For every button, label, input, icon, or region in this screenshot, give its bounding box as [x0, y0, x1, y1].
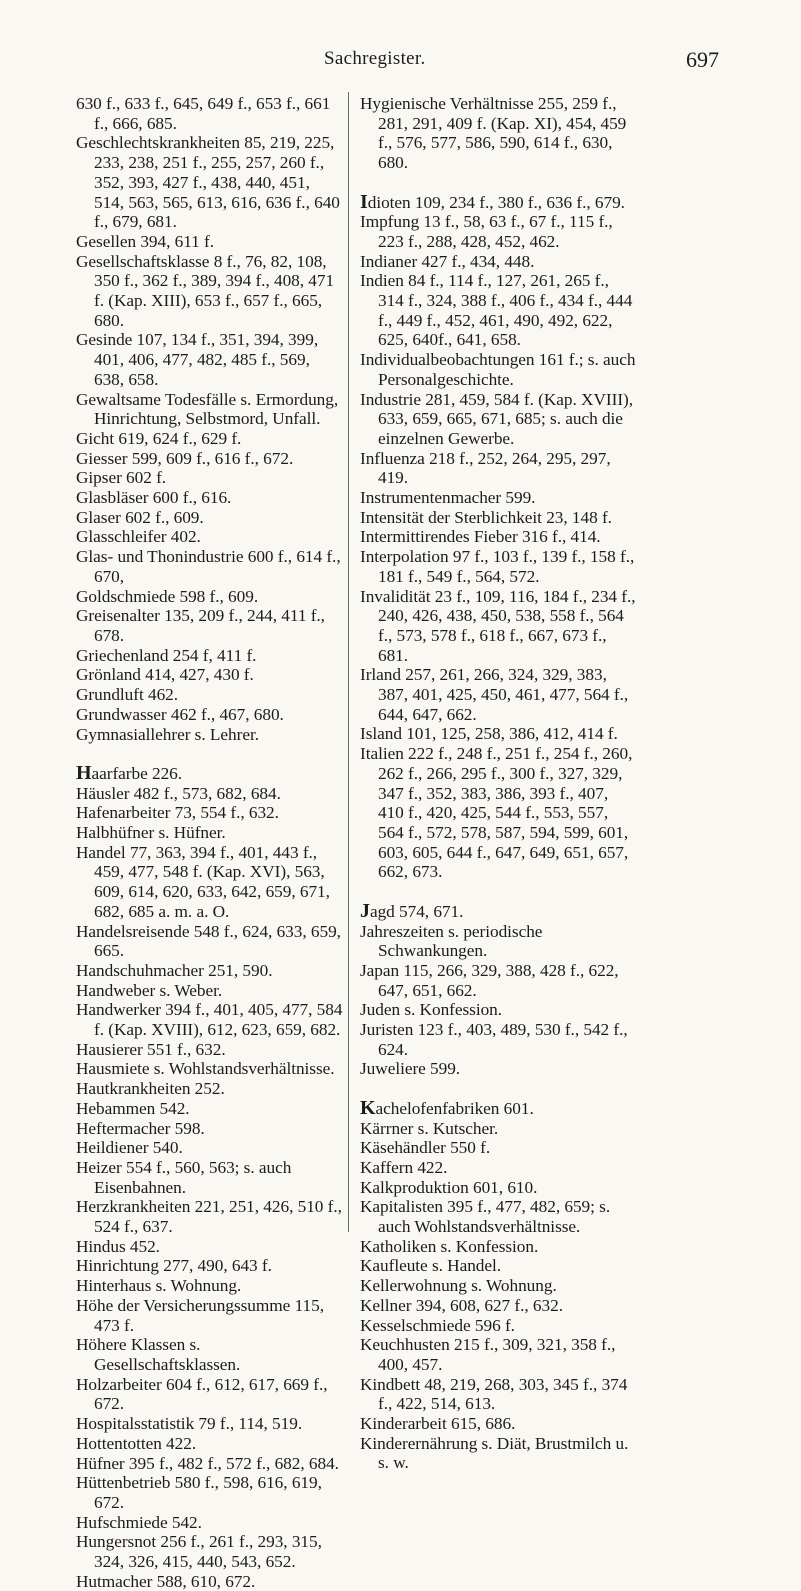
index-entry: Irland 257, 261, 266, 324, 329, 383, 387, 401, 425, 450, 461, 477, 564 f., 644, 647, 662. [360, 665, 629, 724]
index-entry: Handelsreisende 548 f., 624, 633, 659, 665. [76, 921, 341, 961]
index-entry [360, 1096, 638, 1119]
index-entry: Handel 77, 363, 394 f., 401, 443 f., 459, 477, 548 f. (Kap. XVI), 563, 609, 614, 620, 633, 642, 659, 671, 682, 685 a. m. a. O. [76, 842, 330, 921]
index-entry: Hospitalsstatistik 79 f., 114, 519. [76, 1414, 303, 1434]
index-entry: Juden s. Konfession. [360, 1000, 503, 1020]
index-entry: Kärrner s. Kutscher. [360, 1118, 499, 1138]
index-column-right [360, 94, 638, 1473]
page-number: 697 [686, 47, 719, 72]
index-entry: Impfung 13 f., 58, 63 f., 67 f., 115 f., 223 f., 288, 428, 452, 462. [360, 212, 613, 251]
index-entry: Herzkrankheiten 221, 251, 426, 510 f., 524 f., 637. [76, 1197, 342, 1237]
index-entry-text: achelofenfabriken 601. [375, 1098, 534, 1118]
index-entry: Intermittirendes Fieber 316 f., 414. [360, 527, 601, 547]
index-entry: Kinderarbeit 615, 686. [360, 1414, 516, 1434]
index-entry: Katholiken s. Konfession. [360, 1236, 539, 1256]
index-entry: Hüttenbetrieb 580 f., 598, 616, 619, 672. [76, 1473, 322, 1512]
index-entry-text: aarfarbe 226. [91, 763, 183, 783]
index-entry: Gesinde 107, 134 f., 351, 394, 399, 401, 406, 477, 482, 485 f., 569, 638, 658. [76, 330, 319, 389]
index-entry: Kalkproduktion 601, 610. [360, 1177, 538, 1197]
index-entry: Grundluft 462. [76, 685, 179, 705]
index-entry: Hafenarbeiter 73, 554 f., 632. [76, 803, 279, 823]
index-entry: Glasbläser 600 f., 616. [76, 488, 232, 508]
index-entry: Gesellen 394, 611 f. [76, 231, 215, 251]
index-entry: Hausierer 551 f., 632. [76, 1039, 226, 1059]
index-entry: Gesellschaftsklasse 8 f., 76, 82, 108, 350 f., 362 f., 389, 394 f., 408, 471 f. (Kap. XIII), 653 f., 657 f., 665, 680. [76, 251, 335, 330]
section-gap [76, 744, 344, 764]
index-entry: Glasschleifer 402. [76, 527, 201, 547]
section-initial: H [76, 761, 92, 784]
index-entry: Hüfner 395 f., 482 f., 572 f., 682, 684. [76, 1453, 339, 1473]
index-entry: Glaser 602 f., 609. [76, 507, 204, 527]
index-entry: Handweber s. Weber. [76, 980, 223, 1000]
index-entry: Industrie 281, 459, 584 f. (Kap. XVIII), 633, 659, 665, 671, 685; s. auch die einzelnen Gewerbe. [360, 389, 633, 448]
index-entry: Hufschmiede 542. [76, 1512, 202, 1532]
index-entry: Hinterhaus s. Wohnung. [76, 1276, 242, 1296]
index-entry: Heftermacher 598. [76, 1118, 205, 1138]
index-entry-text: dioten 109, 234 f., 380 f., 636 f., 679. [367, 192, 625, 212]
index-entry: Hindus 452. [76, 1236, 160, 1256]
index-entry: Gewaltsame Todesfälle s. Ermordung, Hinrichtung, Selbstmord, Unfall. [76, 389, 339, 429]
index-entry: Kellner 394, 608, 627 f., 632. [360, 1295, 563, 1315]
index-entry: Kapitalisten 395 f., 477, 482, 659; s. auch Wohlstandsverhältnisse. [360, 1197, 611, 1237]
index-entry [360, 190, 638, 213]
index-entry: Höhe der Versicherungssumme 115, 473 f. [76, 1295, 324, 1335]
index-entry: Giesser 599, 609 f., 616 f., 672. [76, 448, 294, 468]
index-entry: Griechenland 254 f, 411 f. [76, 645, 257, 665]
index-entry: Kaffern 422. [360, 1157, 448, 1177]
index-entry: Handwerker 394 f., 401, 405, 477, 584 f. (Kap. XVIII), 612, 623, 659, 682. [76, 1000, 343, 1040]
index-entry: Hutmacher 588, 610, 672. [76, 1571, 256, 1591]
index-entry: Heildiener 540. [76, 1138, 183, 1158]
section-initial: I [360, 190, 368, 213]
index-entry [76, 761, 344, 784]
index-column-left [76, 94, 344, 1591]
index-entry: Höhere Klassen s. Gesellschaftsklassen. [76, 1335, 241, 1374]
index-entry: Juweliere 599. [360, 1059, 461, 1079]
index-entry: Keuchhusten 215 f., 309, 321, 358 f., 400, 457. [360, 1335, 616, 1374]
index-entry: Interpolation 97 f., 103 f., 139 f., 158 f., 181 f., 549 f., 564, 572. [360, 547, 635, 586]
index-entry: Hebammen 542. [76, 1098, 190, 1118]
index-entry: Kinderernährung s. Diät, Brustmilch u. s. w. [360, 1433, 629, 1473]
index-entry: Indien 84 f., 114 f., 127, 261, 265 f., 314 f., 324, 388 f., 406 f., 434 f., 444 f., 449 f., 452, 461, 490, 492, 622, 625, 640f., 641, 658. [360, 271, 633, 350]
index-entry: Hungersnot 256 f., 261 f., 293, 315, 324, 326, 415, 440, 543, 652. [76, 1532, 322, 1572]
index-entry: Intensität der Sterblichkeit 23, 148 f. [360, 507, 612, 527]
index-entry: Japan 115, 266, 329, 388, 428 f., 622, 647, 651, 662. [360, 960, 619, 1000]
index-entry: Italien 222 f., 248 f., 251 f., 254 f., 260, 262 f., 266, 295 f., 300 f., 327, 329, 347 f., 352, 383, 386, 393 f., 407, 410 f., 420, 425, 544 f., 553, 557, 564 f., 572, 578, 587, 594, 599, 601, 603, 605, 644 f., 647, 649, 651, 657, 662, 673. [360, 744, 633, 882]
index-entry: Invalidität 23 f., 109, 116, 184 f., 234 f., 240, 426, 438, 450, 538, 558 f., 564 f., 573, 578 f., 618 f., 667, 673 f., 681. [360, 586, 636, 665]
index-entry: Gipser 602 f. [76, 468, 167, 488]
section-gap [360, 173, 638, 193]
index-entry: Jahreszeiten s. periodische Schwankungen. [360, 921, 543, 961]
index-entry: Hausmiete s. Wohlstandsverhältnisse. [76, 1059, 335, 1079]
index-entry: Geschlechtskrankheiten 85, 219, 225, 233, 238, 251 f., 255, 257, 260 f., 352, 393, 427 f., 438, 440, 451, 514, 563, 565, 613, 616, 636 f., 640 f., 679, 681. [76, 133, 340, 232]
index-entry: Holzarbeiter 604 f., 612, 617, 669 f., 672. [76, 1374, 328, 1414]
index-entry: Kaufleute s. Handel. [360, 1256, 502, 1276]
index-entry: Instrumentenmacher 599. [360, 488, 536, 508]
index-entry: Kesselschmiede 596 f. [360, 1315, 515, 1335]
index-entry: Greisenalter 135, 209 f., 244, 411 f., 678. [76, 606, 325, 645]
index-entry: Goldschmiede 598 f., 609. [76, 586, 259, 606]
index-entry: Kellerwohnung s. Wohnung. [360, 1276, 557, 1296]
index-entry [360, 899, 638, 922]
index-entry: Heizer 554 f., 560, 563; s. auch Eisenbahnen. [76, 1157, 292, 1197]
index-entry: Gicht 619, 624 f., 629 f. [76, 428, 242, 448]
page-header [0, 48, 801, 78]
column-rule [348, 92, 349, 1232]
index-entry: 630 f., 633 f., 645, 649 f., 653 f., 661 f., 666, 685. [76, 94, 331, 133]
index-entry: Hottentotten 422. [76, 1433, 197, 1453]
index-entry: Käsehändler 550 f. [360, 1138, 491, 1158]
section-gap [360, 882, 638, 902]
index-entry: Indianer 427 f., 434, 448. [360, 251, 535, 271]
section-initial: K [360, 1096, 376, 1119]
section-initial: J [360, 899, 370, 922]
index-entry: Grundwasser 462 f., 467, 680. [76, 704, 284, 724]
index-entry: Hinrichtung 277, 490, 643 f. [76, 1256, 272, 1276]
index-entry: Gymnasiallehrer s. Lehrer. [76, 724, 259, 744]
index-entry: Hautkrankheiten 252. [76, 1079, 225, 1099]
index-entry: Influenza 218 f., 252, 264, 295, 297, 419. [360, 448, 611, 488]
index-entry-text: agd 574, 671. [369, 901, 464, 921]
index-entry: Grönland 414, 427, 430 f. [76, 665, 254, 685]
section-gap [360, 1079, 638, 1099]
index-entry: Halbhüfner s. Hüfner. [76, 823, 226, 842]
index-entry: Häusler 482 f., 573, 682, 684. [76, 783, 281, 803]
index-entry: Handschuhmacher 251, 590. [76, 960, 273, 980]
running-title: Sachregister. [324, 48, 426, 69]
index-entry: Island 101, 125, 258, 386, 412, 414 f. [360, 724, 618, 744]
index-entry: Kindbett 48, 219, 268, 303, 345 f., 374 f., 422, 514, 613. [360, 1374, 628, 1414]
index-entry: Glas- und Thonindustrie 600 f., 614 f., 670, [76, 547, 341, 586]
index-entry: Hygienische Verhältnisse 255, 259 f., 281, 291, 409 f. (Kap. XI), 454, 459 f., 576, 577, 586, 590, 614 f., 630, 680. [360, 94, 627, 173]
index-entry: Individualbeobachtungen 161 f.; s. auch Personalgeschichte. [360, 350, 636, 389]
index-entry: Juristen 123 f., 403, 489, 530 f., 542 f., 624. [360, 1020, 628, 1059]
